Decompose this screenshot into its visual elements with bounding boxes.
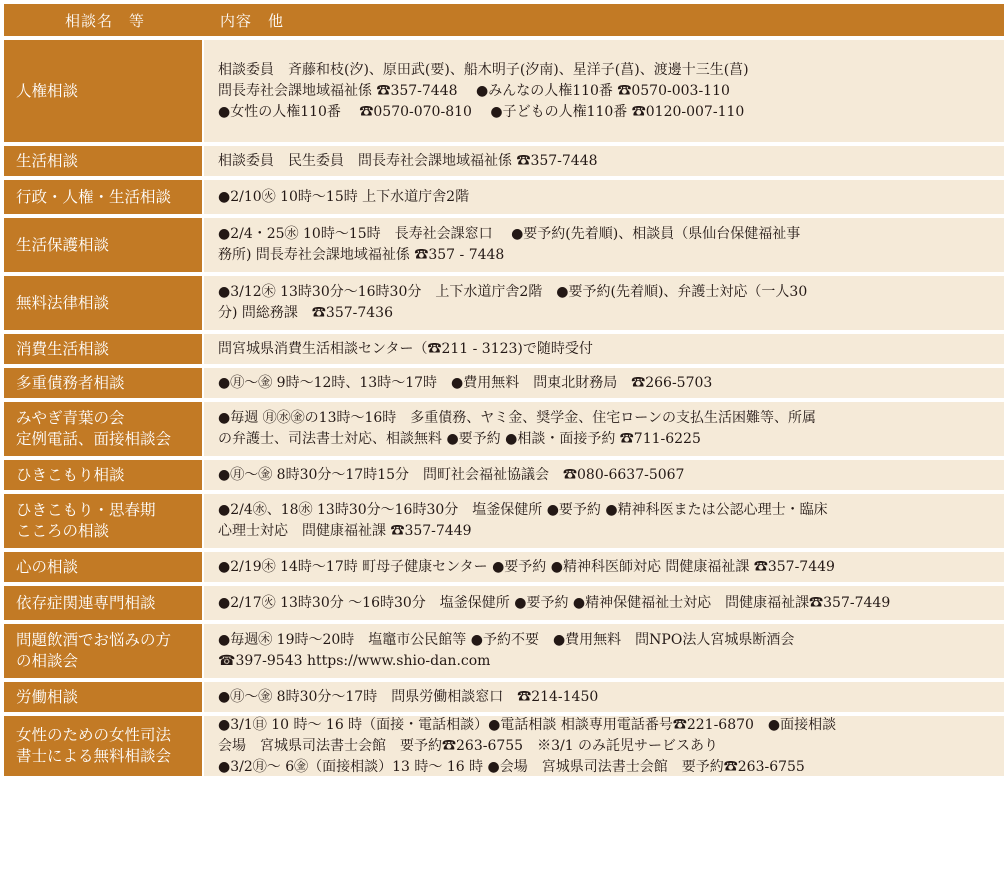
table-row — [4, 624, 1004, 682]
consultation-table — [4, 4, 1004, 780]
consultation-name — [4, 552, 204, 582]
table-row — [4, 716, 1004, 780]
consultation-details — [204, 494, 1004, 548]
consultation-name — [4, 146, 204, 176]
consultation-details — [204, 586, 1004, 620]
consultation-name-line: の相談会 — [16, 652, 79, 670]
detail-line: ●3/2㊊～ 6㊎（面接相談）13 時～ 16 時 ●会場 宮城県司法書士会館 要予約☎263-6755 — [218, 758, 805, 775]
detail-line: 務所) 問長寿社会課地域福祉係 ☎357 - 7448 — [218, 247, 505, 263]
consultation-name — [4, 586, 204, 620]
consultation-name-line: 労働相談 — [16, 687, 79, 706]
consultation-details — [204, 276, 1004, 330]
detail-line: ●㊊～㊎ 8時30分～17時 問県労働相談窓口 ☎214-1450 — [218, 688, 599, 705]
consultation-name-line: 問題飲酒でお悩みの方 — [16, 631, 172, 649]
consultation-name — [4, 368, 204, 398]
consultation-name — [4, 180, 204, 214]
consultation-name-line: 生活保護相談 — [16, 235, 110, 254]
consultation-name — [4, 402, 204, 456]
table-row — [4, 402, 1004, 460]
consultation-details — [204, 40, 1004, 142]
detail-line: ●3/12㊍ 13時30分～16時30分 上下水道庁舎2階 ●要予約(先着順)、弁護士対応（一人30 — [218, 284, 808, 300]
consultation-name-line: 書士による無料相談会 — [16, 747, 172, 765]
detail-line: の弁護士、司法書士対応、相談無料 ●要予約 ●相談・面接予約 ☎711-6225 — [218, 431, 701, 447]
detail-line: ●2/17㊋ 13時30分 ～16時30分 塩釜保健所 ●要予約 ●精神保健福祉士対応 問健康福祉課☎357-7449 — [218, 594, 891, 611]
table-row — [4, 180, 1004, 218]
table-row — [4, 586, 1004, 624]
detail-line: 相談委員 斉藤和枝(汐)、原田武(要)、船木明子(汐南)、星洋子(菖)、渡邊十三生(菖) — [218, 61, 749, 78]
detail-line: ●㊊～㊎ 8時30分～17時15分 問町社会福祉協議会 ☎080-6637-5067 — [218, 466, 685, 483]
detail-line: 心理士対応 問健康福祉課 ☎357-7449 — [218, 523, 472, 539]
consultation-name-line: 消費生活相談 — [16, 339, 110, 358]
consultation-details — [204, 180, 1004, 214]
header-name-col: 相談名 等 — [64, 11, 145, 30]
detail-line: ●㊊～㊎ 9時～12時、13時～17時 ●費用無料 問東北財務局 ☎266-5703 — [218, 374, 713, 391]
detail-line: ●2/19㊍ 14時～17時 町母子健康センター ●要予約 ●精神科医師対応 問健康福祉課 ☎357-7449 — [218, 558, 835, 575]
table-row — [4, 460, 1004, 494]
detail-line: 分) 問総務課 ☎357-7436 — [218, 305, 393, 321]
consultation-details — [204, 334, 1004, 364]
detail-line: ●女性の人権110番 ☎0570-070-810 ●子どもの人権110番 ☎0120-007-110 — [218, 103, 745, 120]
consultation-name — [4, 40, 204, 142]
consultation-name-line: 定例電話、面接相談会 — [16, 430, 172, 448]
consultation-name — [4, 334, 204, 364]
consultation-details — [204, 402, 1004, 456]
table-row — [4, 40, 1004, 146]
consultation-name — [4, 276, 204, 330]
consultation-details — [204, 552, 1004, 582]
consultation-name — [4, 682, 204, 712]
table-row — [4, 682, 1004, 716]
table-row — [4, 218, 1004, 276]
consultation-details — [204, 460, 1004, 490]
table-row — [4, 146, 1004, 180]
consultation-name-line: ひきこもり・思春期 — [16, 501, 156, 519]
consultation-details — [204, 146, 1004, 176]
consultation-name-line: こころの相談 — [16, 522, 110, 540]
table-rows — [4, 40, 1004, 780]
consultation-name-line: 依存症関連専門相談 — [16, 593, 156, 612]
consultation-name-line: 人権相談 — [16, 81, 79, 100]
table-row — [4, 276, 1004, 334]
consultation-name — [4, 624, 204, 678]
consultation-name-line: 行政・人権・生活相談 — [16, 187, 172, 206]
detail-line: ●2/10㊋ 10時～15時 上下水道庁舎2階 — [218, 188, 470, 205]
table-row — [4, 334, 1004, 368]
consultation-name-line: 多重債務者相談 — [16, 373, 125, 392]
consultation-name-line: みやぎ青葉の会 — [16, 409, 125, 427]
detail-line: ●2/4㊌、18㊌ 13時30分～16時30分 塩釜保健所 ●要予約 ●精神科医または公認心理士・臨床 — [218, 502, 828, 518]
detail-line: ●3/1㊐ 10 時～ 16 時（面接・電話相談）●電話相談 相談専用電話番号☎221-6870 ●面接相談 — [218, 716, 837, 733]
consultation-name — [4, 494, 204, 548]
detail-line: ☎397-9543 https://www.shio-dan.com — [218, 653, 491, 669]
table-row — [4, 552, 1004, 586]
header-content-col: 内容 他 — [220, 11, 285, 30]
table-header — [4, 4, 1004, 40]
consultation-name — [4, 716, 204, 776]
table-row — [4, 494, 1004, 552]
table-row — [4, 368, 1004, 402]
consultation-details — [204, 218, 1004, 272]
consultation-name — [4, 218, 204, 272]
detail-line: 問長寿社会課地域福祉係 ☎357-7448 ●みんなの人権110番 ☎0570-003-110 — [218, 82, 730, 99]
consultation-details — [204, 682, 1004, 712]
consultation-details — [204, 716, 1004, 776]
consultation-name — [4, 460, 204, 490]
consultation-name-line: ひきこもり相談 — [16, 465, 125, 484]
detail-line: 問宮城県消費生活相談センター（☎211 - 3123)で随時受付 — [218, 340, 593, 357]
detail-line: ●毎週㊍ 19時～20時 塩竈市公民館等 ●予約不要 ●費用無料 問NPO法人宮城県断酒会 — [218, 632, 795, 648]
detail-line: ●毎週 ㊊㊌㊎の13時～16時 多重債務、ヤミ金、奨学金、住宅ローンの支払生活困難等、所属 — [218, 410, 817, 426]
detail-line: 会場 宮城県司法書士会館 要予約☎263-6755 ※3/1 のみ託児サービスあり — [218, 737, 719, 754]
consultation-details — [204, 624, 1004, 678]
consultation-name-line: 女性のための女性司法 — [16, 726, 172, 744]
detail-line: ●2/4・25㊌ 10時～15時 長寿社会課窓口 ●要予約(先着順)、相談員（県仙台保健福祉事 — [218, 226, 801, 242]
consultation-name-line: 無料法律相談 — [16, 293, 110, 312]
detail-line: 相談委員 民生委員 問長寿社会課地域福祉係 ☎357-7448 — [218, 152, 598, 169]
consultation-name-line: 心の相談 — [16, 557, 79, 576]
consultation-details — [204, 368, 1004, 398]
consultation-name-line: 生活相談 — [16, 151, 79, 170]
